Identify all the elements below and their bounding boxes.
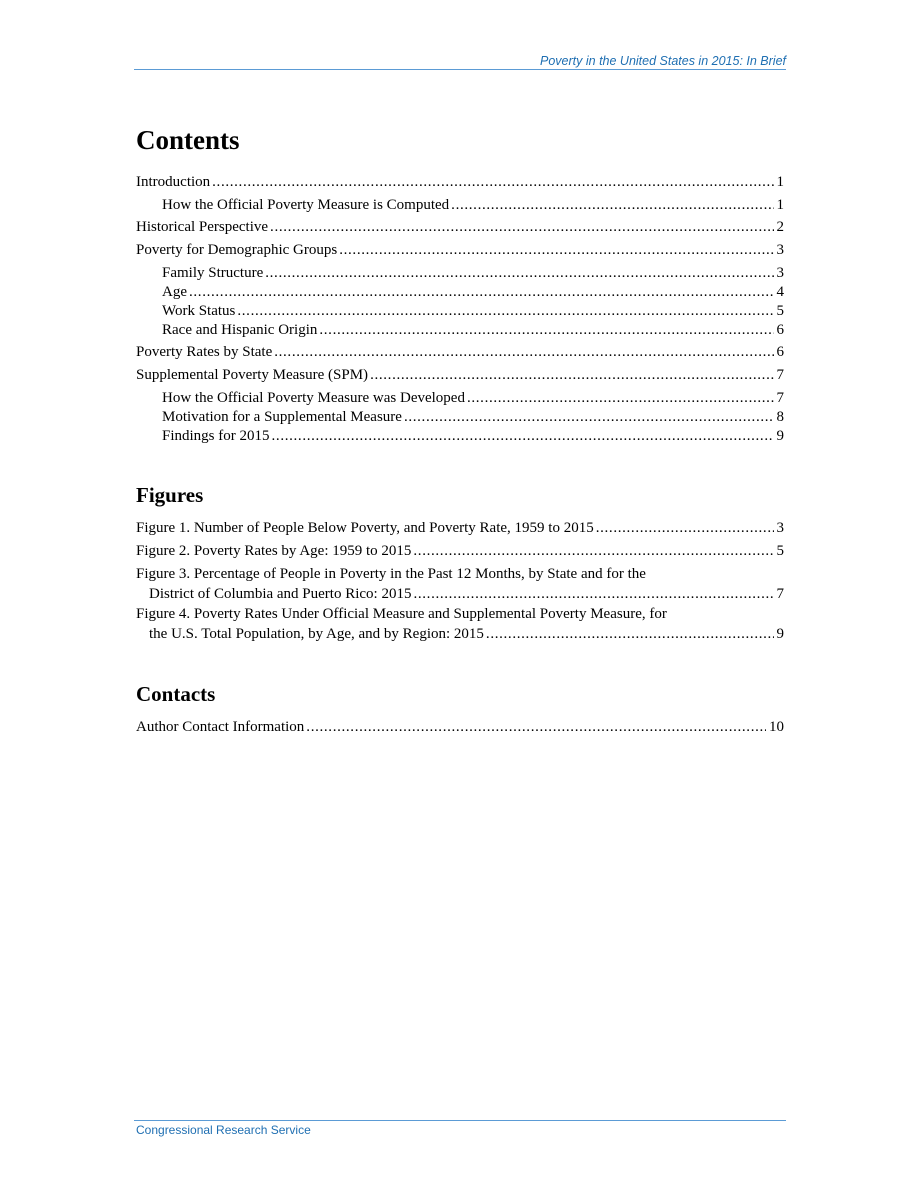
running-header: Poverty in the United States in 2015: In Brief <box>540 54 786 68</box>
figure-entry-page: 7 <box>776 586 784 602</box>
toc-entry-page: 4 <box>776 284 784 300</box>
dot-leader <box>272 427 774 446</box>
toc-entry-title: How the Official Poverty Measure was Developed <box>162 390 465 406</box>
toc-entry-title: Motivation for a Supplemental Measure <box>162 409 402 425</box>
toc-entry-title: Historical Perspective <box>136 219 269 235</box>
dot-leader <box>370 366 773 385</box>
toc-entry-title: Introduction <box>136 174 211 190</box>
dot-leader <box>467 389 774 408</box>
dot-leader <box>274 343 773 362</box>
toc-entry-title: Supplemental Poverty Measure (SPM) <box>136 367 369 383</box>
toc-entry-page: 9 <box>776 428 784 444</box>
toc-entry-page: 5 <box>776 303 784 319</box>
figures-heading: Figures <box>136 483 204 507</box>
toc-entry-page: 7 <box>776 390 784 406</box>
header-rule <box>134 69 786 70</box>
toc-entry-motivation[interactable] <box>136 408 784 427</box>
dot-leader <box>339 241 773 260</box>
toc-entry-family-structure[interactable] <box>136 264 784 283</box>
toc-entry-page: 1 <box>776 174 784 190</box>
dot-leader <box>451 196 773 215</box>
toc-entry-title: Family Structure <box>162 265 264 281</box>
contents-group-1 <box>136 173 784 215</box>
figure-entry-1[interactable] <box>136 519 784 538</box>
contact-entry-author[interactable] <box>136 718 784 737</box>
figure-entry-2[interactable] <box>136 542 784 561</box>
dot-leader <box>189 283 774 302</box>
contents-heading: Contents <box>136 125 240 155</box>
toc-entry-spm[interactable] <box>136 366 784 385</box>
figure-entry-title: Figure 1. Number of People Below Poverty, and Poverty Rate, 1959 to 2015 <box>136 520 594 536</box>
figure-entry-4[interactable] <box>136 605 784 644</box>
toc-entry-findings-2015[interactable] <box>136 427 784 446</box>
toc-entry-introduction[interactable] <box>136 173 784 192</box>
dot-leader <box>413 542 773 561</box>
contents-group-5 <box>136 366 784 446</box>
toc-entry-rates-by-state[interactable] <box>136 343 784 362</box>
toc-entry-page: 6 <box>776 322 784 338</box>
toc-entry-title: Race and Hispanic Origin <box>162 322 318 338</box>
contact-entry-title: Author Contact Information <box>136 719 305 735</box>
toc-entry-title: Poverty Rates by State <box>136 344 273 360</box>
dot-leader <box>319 321 773 340</box>
toc-entry-historical-perspective[interactable] <box>136 218 784 237</box>
contact-entry-page: 10 <box>769 719 784 735</box>
figure-entry-title: Figure 4. Poverty Rates Under Official Measure and Supplemental Poverty Measure, for <box>136 606 667 622</box>
footer-organization: Congressional Research Service <box>136 1123 311 1137</box>
dot-leader <box>486 625 774 644</box>
dot-leader <box>404 408 774 427</box>
contents-group-4 <box>136 343 784 362</box>
toc-entry-how-developed[interactable] <box>136 389 784 408</box>
dot-leader <box>237 302 773 321</box>
toc-entry-work-status[interactable] <box>136 302 784 321</box>
toc-entry-page: 6 <box>776 344 784 360</box>
toc-entry-title: How the Official Poverty Measure is Computed <box>162 197 450 213</box>
dot-leader <box>270 218 773 237</box>
figure-entry-title-cont: the U.S. Total Population, by Age, and by Region: 2015 <box>149 626 484 642</box>
toc-entry-page: 3 <box>776 265 784 281</box>
toc-entry-page: 7 <box>776 367 784 383</box>
toc-entry-page: 1 <box>776 197 784 213</box>
toc-entry-page: 8 <box>776 409 784 425</box>
dot-leader <box>413 585 773 604</box>
figure-entry-title: Figure 2. Poverty Rates by Age: 1959 to 2015 <box>136 543 412 559</box>
figure-entry-title: Figure 3. Percentage of People in Poverty in the Past 12 Months, by State and for the <box>136 566 646 582</box>
figure-entry-page: 9 <box>776 626 784 642</box>
toc-entry-demographic-groups[interactable] <box>136 241 784 260</box>
contents-group-2 <box>136 218 784 237</box>
footer-rule <box>134 1120 786 1121</box>
dot-leader <box>306 718 766 737</box>
toc-entry-page: 2 <box>776 219 784 235</box>
toc-entry-age[interactable] <box>136 283 784 302</box>
dot-leader <box>596 519 774 538</box>
figure-entry-page: 5 <box>776 543 784 559</box>
dot-leader <box>212 173 773 192</box>
figure-entry-page: 3 <box>776 520 784 536</box>
toc-entry-title: Work Status <box>162 303 236 319</box>
contacts-heading: Contacts <box>136 682 216 706</box>
toc-entry-title: Poverty for Demographic Groups <box>136 242 338 258</box>
toc-entry-title: Findings for 2015 <box>162 428 270 444</box>
dot-leader <box>265 264 773 283</box>
contents-group-3 <box>136 241 784 340</box>
toc-entry-how-computed[interactable] <box>136 196 784 215</box>
figure-entry-3[interactable] <box>136 565 784 604</box>
toc-entry-race-hispanic-origin[interactable] <box>136 321 784 340</box>
figure-entry-title-cont: District of Columbia and Puerto Rico: 2015 <box>149 586 412 602</box>
toc-entry-page: 3 <box>776 242 784 258</box>
toc-entry-title: Age <box>162 284 187 300</box>
